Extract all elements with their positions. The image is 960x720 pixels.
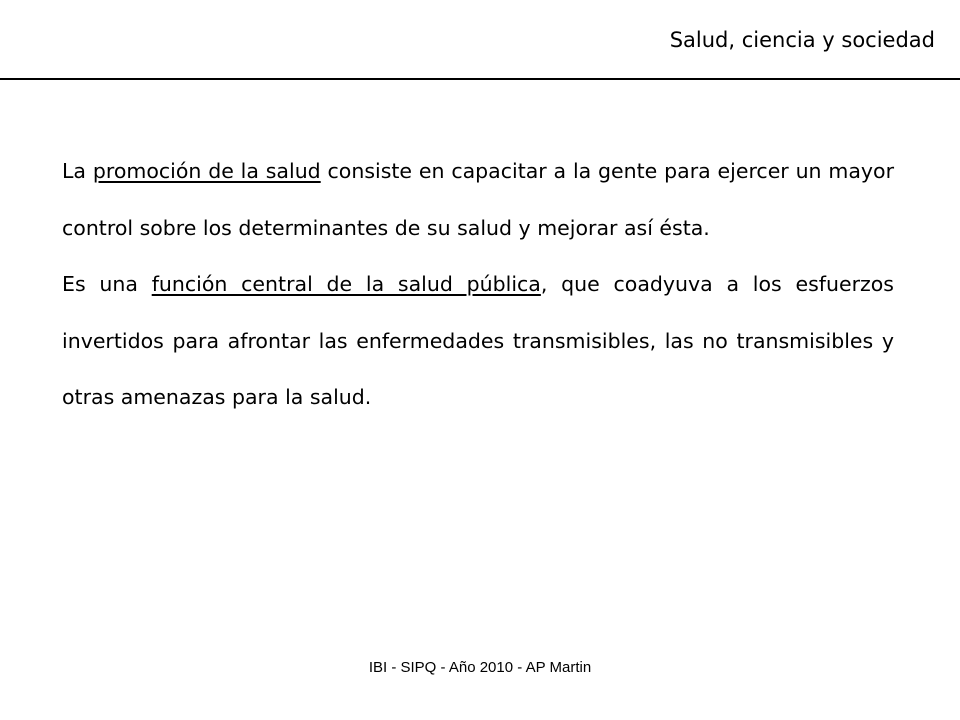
slide-body <box>62 143 894 426</box>
paragraph-2-lead: Es una <box>62 272 152 296</box>
header-divider <box>0 78 960 80</box>
term-funcion-central: función central de la salud pública <box>151 272 541 296</box>
paragraph-1-text: consiste en capacitar a la gente para ejercer un mayor control sobre los determinantes de su salud y mejorar así ésta. <box>62 159 895 240</box>
slide-footer: IBI - SIPQ - Año 2010 - AP Martin <box>368 659 592 676</box>
paragraph-1-lead: La <box>62 159 93 183</box>
slide-title: Salud, ciencia y sociedad <box>669 28 935 52</box>
paragraph-public-health <box>62 256 894 426</box>
term-promocion-de-la-salud: promoción de la salud <box>92 159 321 183</box>
paragraph-2-text: , que coadyuva a los esfuerzos invertidos para afrontar las enfermedades transmisibles, las no transmisibles y otras amenazas para la salud. <box>62 272 894 409</box>
paragraph-health-promotion <box>62 143 894 256</box>
